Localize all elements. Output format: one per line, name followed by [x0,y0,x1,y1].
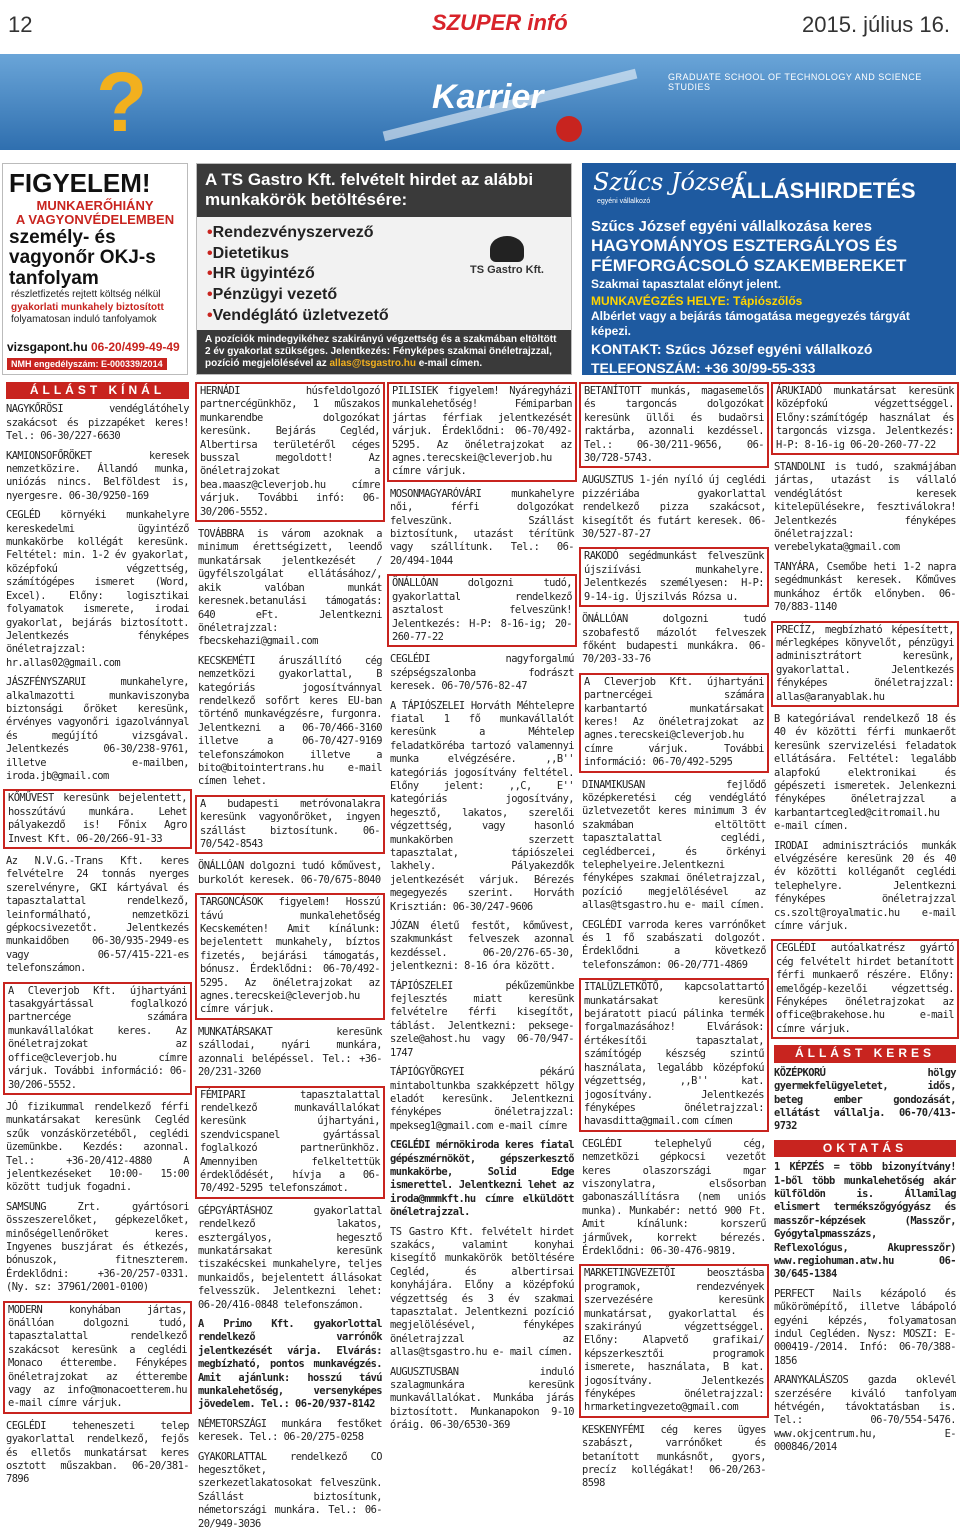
classified-ad: TANYÁRA, Csemőbe heti 1-2 napra segédmunkást keresek. Kőműves munkához értők előnyben. 06-70/883-1140 [774,560,956,614]
classified-ad: STANDOLNI is tudó, szakmájában jártas, utazást is vállaló vendéglátóst keresek kitelepülésekre, fesztiválokra! Jelentkezés fényképes önéletrajzzal: verebelykata@gmail.com [774,461,956,554]
ad3-phone: TELEFONSZÁM: +36 30/99-55-333 [591,359,816,376]
classified-ad: KÖZÉPKORÚ hölgy gyermekfelügyeletet, idős, beteg ember gondozását, ellátást vállalja. 06-70/413-9732 [774,1066,956,1133]
classified-column-3 [390,382,574,1432]
classified-ad: MARKETINGVEZETŐI beosztásba programok, rendezvények szervezésére keresünk munkatársat, gyakorlattal és szakirányú végzettséggel. Előny: Alapvető grafikai/ képszerkesztői programok ismerete, használata, B kat. jogosítvány. Jelentkezés fényképes önéletrajzzal: hrmarketingvezeto@gmail.com [579,1264,769,1417]
section-header-allast-kinal: ÁLLÁST KÍNÁL [6,382,189,399]
ad3-location: MUNKAVÉGZÉS HELYE: Tápiószőlős [591,294,803,309]
classified-ad: MOSONMAGYARÓVÁRI munkahelyre női, férfi dolgozókat felveszünk. Szállást biztosítunk, utazást térítünk vagy szállítunk. Tel.: 06-20/494-1044 [390,487,574,567]
classified-ad: CEGLÉDI nagyforgalmú szépségszalonba fodrászt keresek. 06-70/576-82-47 [390,653,574,693]
ad1-headline: FIGYELEM! [9,168,151,198]
section-header-allast-keres: ÁLLÁST KERES [774,1045,956,1062]
classified-ad: ÁRUKIADÓ munkatársat keresünk középfokú végzettséggel. Előny:számítógép használat és targoncás vizsga. Jelentkezés: H-P: 8-16-ig 06-20-260-77-22 [771,382,959,455]
ad1-details: részletfizetés rejtett költség nélkül gyakorlati munkahely biztosított folyamatosan induló tanfolyamok [11,289,164,326]
page-number: 12 [8,12,33,37]
classified-ad: KAMIONSOFŐRÖKET keresek nemzetközire. Állandó munka, uniózás nincs. Belföldest is, nyergesre. 06-30/9250-169 [6,449,189,502]
classified-ad: TARGONCÁSOK figyelem! Hosszú távú munkalehetőség Kecskeméten! Amit kínálunk: bejelentett munkahely, bíztos fizetés, bejárási támogatás, bónusz. Érdeklődni: 06-70/492-5295. Az önéletrajzokat az agnes.terecskei@cleverjob.hu címre várjuk. [195,893,385,1020]
classified-ad: CEGLÉDI autóalkatrész gyártó cég felvételt hirdet betanított férfi munkaerő részére. Előny: emelőgép-kezelői végzettség. Fényképes önéletrajzokat az office@brakehose.hu e-mail címre várjuk. [771,939,959,1039]
classified-ad: IRODAI adminisztrációs munkák elvégzésére keresünk 20 és 40 év közötti kolléganőt ceglédi telephelyre. Jelentkezni fényképes önéletrajzzal cs.szolt@royalmatic.hu e-mail címre várjuk. [774,839,956,933]
issue-date: 2015. július 16. [802,12,950,37]
classified-column-4 [582,382,766,1490]
classified-ad: CEGLÉD környéki munkahelyre kereskedelmi ügyintéző munkakörbe kollégát keresünk. Feltétel: min. 1-2 év gyakorlat, középfokú végzettség, számítógépes ismeret (Word, Excel). Előny: logisztikai folyamatok ismerete, irodai gyakorlat, bejárás biztosított. Jelentkezés fényképes önéletrajzzal: hr.allas02@gmail.com [6,509,189,669]
classified-ad: FÉMIPARI tapasztalattal rendelkező munkavállalókat keresünk újhartyáni, szendvicspanel gyártással foglalkozó partnerünkhöz. Amennyiben felkeltettük érdeklődését, hívja a 06-70/492-5295 telefonszámot. [195,1086,385,1199]
classified-ad: SAMSUNG Zrt. gyártósori összeszerelőket, gépkezelőket, minőségellenőröket keres. Ingyenes buszjárat és étkezés, bónuszok, fitneszterem. Érdeklődni: +36-20/257-0331. (Ny. sz: 37961/2001-0100) [6,1200,189,1294]
classified-ad: KŐMŰVEST keresünk bejelentett, hosszútávú munkára. Lehet pályakezdő is! Főnix Agro Invest Kft. 06-20/266-91-33 [3,789,192,849]
classified-ad: ITALÜZLETKÖTŐ, kapcsolattartó munkatársakat keresünk bejáratott piacú pálinka termék forgalmazásához! Elvárások: értékesítői tapasztalat, számítógép készség szintű használata, legalább középfokú végzettség, ,,B'' kat. jogosítvány. Jelentkezés fényképes önéletrajzzal: havasditta@gmail.com címen [579,978,769,1131]
list-item: • Dietetikus [207,244,561,265]
classified-ad: CEGLÉDI mérnökiroda keres fiatal gépészmérnököt, gépszerkesztő munkakörbe, Solid Edge ismerettel. Jelentkezni lehet az iroda@mmmkft.hu címre elküldött önéletrajzzal. [390,1139,574,1219]
classified-ad: ARANYKALÁSZOS gazda oklevél szerzésére kiváló tanfolyam hétvégén, távoktatásban is. Tel.: 06-70/554-5476. www.okjcentrum.hu, E-000846/2014 [774,1374,956,1454]
classified-ad: CEGLÉDI varroda keres varrónőket és 1 fő szabászati dolgozót. Érdeklődni a következő telefonszámon: 06-20/771-4869 [582,918,766,971]
ad3-title: ÁLLÁSHIRDETÉS [731,178,916,203]
ad2-header: A TS Gastro Kft. felvételt hirdet az alábbi munkakörök betöltésére: [197,164,571,217]
ad-ts-gastro [196,163,572,375]
classified-ad: PILISIEK figyelem! Nyáregyházi munkalehetőség! Fémiparban jártas férfiak jelentkezését várjuk. Érdeklődni: 06-70/492-5295. Az önéletrajzokat az agnes.terecskei@cleverjob.hu címre várjuk. [387,382,577,482]
classified-ad: AUGUSZTUSBAN induló szalagmunkára keresünk munkavállalókat. Munkába járás biztosított. Munkanapokon 9-10 óráig. 06-30/6530-369 [390,1365,574,1432]
list-item: • Pénzügyi vezető [207,285,561,306]
ad3-signature-sub: egyéni vállalkozó [597,198,651,205]
classified-ad: JÓZAN életű festőt, kőművest, szakmunkást felveszek azonnal kezdéssel. 06-20/276-65-30, jelentkezni: 8-16 óra között. [390,920,574,973]
classified-ad: Az N.V.G.-Trans Kft. keres felvételre 24 tonnás nyerges szerelvényre, GKI kártyával és tapasztalattal rendelkező, leinformálható, nemzetközi gépkocsivezetőt. Jelentkezés munkaidőben 06-30/935-2949-es vagy 06-57/415-221-es telefonszámon. [6,855,189,975]
ad1-course: személy- és vagyonőr OKJ-s tanfolyam [9,226,156,289]
karrier-banner [0,54,960,150]
classified-ad: A TÁPIÓSZELEI Horváth Méhtelepre fiatal 1 fő munkavállalót keresünk a Méhtelep feladatköréba tartozó valamennyi munka elvégzésére. ,,B'' kategóriás jogosítvány feltétel. Előny jelent: ,,C, E'' kategóriás jogosítvány, hegesztő, lakatos, szerelői végzettség, vagy hasonló munkakörben szerzett tapasztalat, tápiószelei lakhely. Pályakezdők jelentkezését várjuk. Bérezés megegyezés szerint. Horváth Krisztián: 06-30/247-9606 [390,699,574,913]
classified-ad: NAGYKŐRÖSI vendéglátóhely szakácsot és pizzapéket keres! Tel.: 06-30/227-6630 [6,403,189,443]
classified-ad: GYAKORLATTAL rendelkező CO hegesztőket, szerkezetlakatosokat felveszünk. Szállást biztosítunk, németországi munkára. Tel.: 06-20/949-3036 [198,1450,382,1530]
classified-ad: JÓ fizikummal rendelkező férfi munkatársakat keresünk Cegléd szűk vonzáskörzetéből, ceglédi üzemünkbe. Kezdés: azonnal. Tel.: +36-20/412-4880 A jelentkezéseket 10:00- 15:00 között tudjuk fogadni. [6,1100,189,1194]
classified-ad: TÁPIÓGYÖRGYEI pékárú mintaboltunkba szakképzett hölgy eladót keresünk. Jelentkezni fényképes önéletrajzzal: mpekseg1@gmail.com e-mail címre [390,1066,574,1132]
classified-ad: ÖNÁLLÓAN dolgozni tudó, gyakorlattal rendelkező asztalost felveszünk! Jelentkezés: H-P: 8-16-ig; 20-260-77-22 [387,574,577,647]
classified-ad: KESKENYFÉMI cég keres ügyes szabászt, varrónőket és betanított munkásnőt, gyors, precíz kollégákat! 06-20/263-8598 [582,1423,766,1490]
ad3-contact: KONTAKT: Szűcs József egyéni vállalkozó [591,341,873,358]
newspaper-logo: SZUPER infó [432,10,568,35]
question-mark-icon: ? [96,55,148,149]
classified-ad: PRECÍZ, megbízható képesített, mérlegképes könyvelőt, pénzügyi adminisztrátort keresünk, gyakorlattal. Jelentkezés fényképes önéletrajzzal: allas@aranyablak.hu [771,621,959,707]
classified-ad: TÁPIÓSZELEI pékűzemünkbe fejlesztés miatt keresünk felvételre férfi kisegítőt, táblást. Jelentkezni: peksege-szele@ahost.hu vagy 06-70/947-1747 [390,979,574,1059]
classified-ad: HERNÁDI húsfeldolgozó partnercégünkhöz, 1 műszakos munkarendbe dolgozókat keresünk. Bejárás Cegléd, Albertirsa területéről céges busszal megoldott! Az önéletrajzokat a bea.maasz@cleverjob.hu címre várjuk. További infó: 06-30/206-5552. [195,382,385,522]
ad3-intro: Szűcs József egyéni vállalkozása keres [591,218,872,235]
classified-ad: TS Gastro Kft. felvételt hirdet szakács, valamint konyhai kisegítő munkakörök betöltésére Cegléd, és albertirsai konyhájára. Előny a középfokú végzettség és 3 év szakmai tapasztalat. Jelentkezni pozíció megjelölésével, fényképes önéletrajzzal az allas@tsgastro.hu e- mail címen. [390,1225,574,1359]
list-item: • Rendezvényszervező [207,223,561,244]
classified-ad: A Cleverjob Kft. újhartyáni partnercégei számára karbantartó munkatársakat keres! Az önéletrajzokat az agnes.terecskei@cleverjob.hu címre várjuk. További információ: 06-70/492-5295 [579,673,769,773]
classified-ad: MODERN konyhában jártas, önállóan dolgozni tudó, tapasztalattal rendelkező szakácsot keresünk a ceglédi Monaco étterembe. Fényképes önéletrajzokat az étterembe vagy az info@monacoetterem.hu e-mail címre várjuk. [3,1301,192,1414]
classified-ad: NÉMETORSZÁGI munkára festőket keresek. Tel.: 06-20/275-0258 [198,1417,382,1444]
ad2-footer: A pozíciók mindegyikéhez szakirányú végzettség és a szakmában eltöltött 2 év gyakorlat szükséges. Jelentkezés: Fényképes szakmai önéletrajzzal, pozíció megjelölésével az allas@tsgastro.hu e-mail címen. [197,330,571,374]
list-item: • HR ügyintéző [207,264,561,285]
ad3-positions: HAGYOMÁNYOS ESZTERGÁLYOS ÉS FÉMFORGÁCSOLÓ SZAKEMBEREKET [591,236,907,275]
classified-ad: ÖNÁLLÓAN dolgozni tudó kőművest, burkolót keresek. 06-70/675-8040 [198,860,382,886]
classified-ad: A Cleverjob Kft. újhartyáni tasakgyártással foglalkozó partnercége számára munkavállalókat keres. Az önéletrajzokat az office@cleverjob.hu címre várjuk. További információ: 06-30/206-5552. [3,982,192,1095]
classified-column-2 [198,382,382,1530]
page-header [0,0,960,52]
classified-ad: ÖNÁLLÓAN dolgozni tudó szobafestő mázolót felveszek főként budapesti munkákra. 06-70/203-33-76 [582,613,766,666]
classified-ad: TOVÁBBRA is várom azoknak a minimum érettségizett, leendő munkatársak jelentkezését /ügyfélszolgálat ellátásához/, akik valóban munkát keresnek.betanulási támogatás: 640 eFt. Jelentkezni önéletrajzzal: fbecskehazi@gmail.com [198,528,382,648]
classified-ad: BETANÍTOTT munkás, magasemelős és targoncás dolgozókat keresünk üllői és budaörsi raktárba, azonnali kezdéssel. Tel.: 06-30/211-9656, 06-30/728-5743. [579,382,769,468]
ad3-experience: Szakmai tapasztalat előnyt jelent. [591,277,782,292]
banner-title: Karrier [432,78,544,116]
classified-ad: CEGLÉDI telephelyű cég, nemzetközi gépkocsi vezetőt keres olaszországi mgar viszonylatra, elsősorban gabonaszállításra (nem uniós munka). Munkabér: nettó 900 Ft. Amit kínálunk: korszerű járművek, korrekt bérezés. Érdeklődni: 06-30-476-9819. [582,1137,766,1257]
ad1-subheadline: MUNKAERŐHIÁNY A VAGYONVÉDELEMBEN [15,198,175,228]
classified-ad: PERFECT Nails kézápoló és műkörömépítő, illetve lábápoló egyéni képzés, folyamatosan indul Cegléden. Nysz: MOSZI: E-000419-/2014. Infó: 06-70/388-1856 [774,1287,956,1367]
classified-ad: MUNKATÁRSAKAT keresünk szállodai, nyári munkára, azonnali belépéssel. Tel.: +36-20/231-3260 [198,1025,382,1079]
classified-column-5 [774,382,956,1454]
classified-ad: DINAMIKUSAN fejlődő középkeretési cég vendéglátó üzletvezetőt keres minimum 3 év szakmában eltöltött tapasztalattal ceglédi, ceglédbercei, és örkényi telephelyeire.Jelentkezni fényképes szakmai önéletrajzzal, pozíció megjelölésével az allas@tsgastro.hu e- mail címen. [582,778,766,912]
classified-ad: KECSKEMÉTI áruszállító cég nemzetközi gyakorlattal, B kategóriás jogosítvánnyal rendelkező sofőrt keres EU-ban történő munkavégzésre, furgonra. Jelentkezni a 06-70/466-3160 illetve a 06-70/427-9169 telefonszámokon illetve a bito@bitointertrans.hu e-mail címen lehet. [198,654,382,788]
classified-ad: CEGLÉDI teheneszeti telep gyakorlattal rendelkező, fejős és elletős munkatársat keres osztott műszakban. 06-20/381-7896 [6,1419,189,1486]
classified-ad: AUGUSZTUS 1-jén nyíló új ceglédi pizzériába gyakorlattal rendelkező pizza szakácsot, kisegítőt és futárt keresek. 06-30/527-87-27 [582,474,766,541]
classified-ad: JÁSZFÉNYSZARUI munkahelyre, alkalmazotti munkaviszonyba biztonsági őröket keresünk, érvényes vagyonőri igazolvánnyal és megújító vizsgával. Jelentkezés 06-30/238-9761, illetve e-mailben, iroda.jb@gmail.com [6,676,189,782]
ad-vagyonor-tanfolyam [2,163,188,375]
apple-icon [556,116,582,142]
classified-ad: B kategóriával rendelkező 18 és 40 év közötti férfi munkaerőt keresünk szervizelési feladatok ellátására. Feltétel: legalább alapfokú elektronikai és gépészeti ismeretek. Jelenkezni fényképes önéletrajzzal a karbantartcegled@citromail.hu e-mail címen. [774,712,956,833]
ts-gastro-logo: TS Gastro Kft. [467,236,547,276]
classified-ad: 1 KÉPZÉS = több bizonyítvány! 1-ből több munkalehetőség akár külföldön is. Államilag elismert termékszőgyógyász és masszőr-képzések (Masszőr, Gyógytalpmasszázs, Reflexológus, Akupresszőr) www.regiohuman.atw.hu 06-30/645-1384 [774,1161,956,1281]
ad-szucs-jozsef [582,163,956,375]
section-header-oktatas: OKTATÁS [774,1140,956,1157]
ad3-signature-logo: Szűcs József [593,168,744,196]
classified-ad: A budapesti metróvonalakra keresünk vagyonőröket, ingyen szállást biztosítunk. 06-70/542-8543 [195,795,385,855]
ad1-license: NMH engedélyszám: E-000339/2014 [7,358,167,370]
list-item: • Vendéglátó üzletvezető [207,306,561,327]
chef-hat-icon [490,236,524,262]
classified-ad: RAKODÓ segédmunkást felveszünk újsziívási munkahelyre. Jelentkezés személyesen: H-P: 9-14-ig. Újszilvás Rózsa u. [579,547,769,607]
ad3-housing: Albérlet vagy a bejárás támogatása megegyezés tárgyát képezi. [591,309,910,339]
classified-ad: GÉPGYÁRTÁSHOZ gyakorlattal rendelkező lakatos, esztergályos, hegesztő munkatársakat keresünk tiszakécskei munkahelyre, teljes munkaidős, bejelentett állásokat felvesszük. Jelentkezni lehet: 06-20/416-0848 telefonszámon. [198,1204,382,1311]
banner-subtitle: GRADUATE SCHOOL OF TECHNOLOGY AND SCIENCE STUDIES [668,72,922,92]
classified-ad: A Primo Kft. gyakorlottal rendelkező varrónők jelentkezését várja. Elvárás: megbízható, pontos munkavégzés. Amit ajánlunk: hosszú távú munkalehetőség, versenyképes jövedelem. Tel.: 06-20/937-8142 [198,1318,382,1411]
ad1-contact: vizsgapont.hu 06-20/499-49-49 [7,340,180,354]
classified-column-1 [6,382,189,1486]
